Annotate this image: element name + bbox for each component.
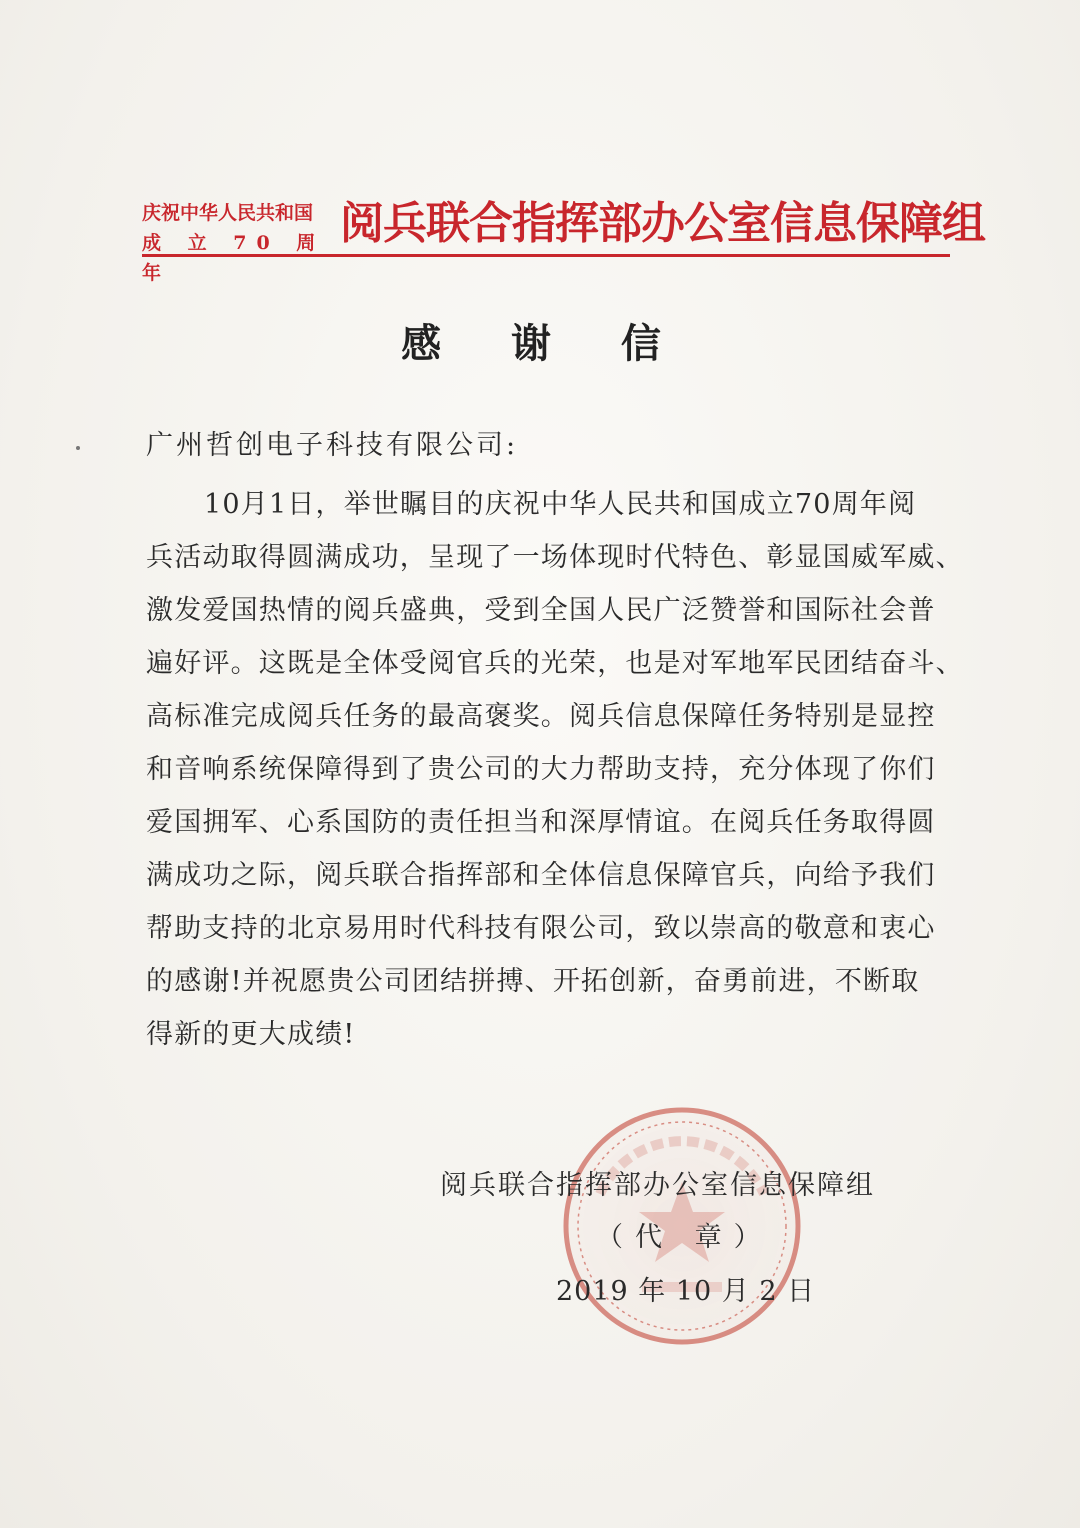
body-line: 兵活动取得圆满成功，呈现了一场体现时代特色、彰显国威军威、: [146, 542, 964, 573]
letterhead-title: 阅兵联合指挥部办公室信息保障组: [340, 198, 985, 249]
signature-date: 2019 年 10 月 2 日: [556, 1276, 816, 1307]
body-line: 帮助支持的北京易用时代科技有限公司，致以崇高的敬意和衷心: [146, 913, 936, 944]
letter-title: 感 谢 信: [401, 320, 689, 367]
body-line: 的感谢!并祝愿贵公司团结拼搏、开拓创新，奋勇前进，不断取: [146, 966, 920, 997]
body-line: 10月1日，举世瞩目的庆祝中华人民共和国成立70周年阅: [204, 489, 917, 520]
letterhead-anniversary-line1: 庆祝中华人民共和国: [142, 202, 314, 224]
letter-body: [146, 478, 966, 1061]
body-line: 满成功之际，阅兵联合指挥部和全体信息保障官兵，向给予我们: [146, 860, 936, 891]
letterhead-anniversary-block: [142, 198, 332, 288]
letterhead-anniversary-line2: 成 立 70 周 年: [142, 232, 326, 284]
body-line: 和音响系统保障得到了贵公司的大力帮助支持，充分体现了你们: [146, 754, 936, 785]
salutation: 广州哲创电子科技有限公司:: [146, 430, 519, 461]
body-line: 得新的更大成绩!: [146, 1019, 356, 1050]
letterhead-divider: [142, 254, 950, 257]
body-line: 激发爱国热情的阅兵盛典，受到全国人民广泛赞誉和国际社会普: [146, 595, 936, 626]
body-line: 爱国拥军、心系国防的责任担当和深厚情谊。在阅兵任务取得圆: [146, 807, 936, 838]
signature-stamp-note: （代 章）: [596, 1222, 773, 1253]
body-line: 高标准完成阅兵任务的最高褒奖。阅兵信息保障任务特别是显控: [146, 701, 936, 732]
paper-speck: [76, 446, 80, 450]
signature-organization: 阅兵联合指挥部办公室信息保障组: [440, 1170, 875, 1201]
body-line: 遍好评。这既是全体受阅官兵的光荣，也是对军地军民团结奋斗、: [146, 648, 964, 679]
